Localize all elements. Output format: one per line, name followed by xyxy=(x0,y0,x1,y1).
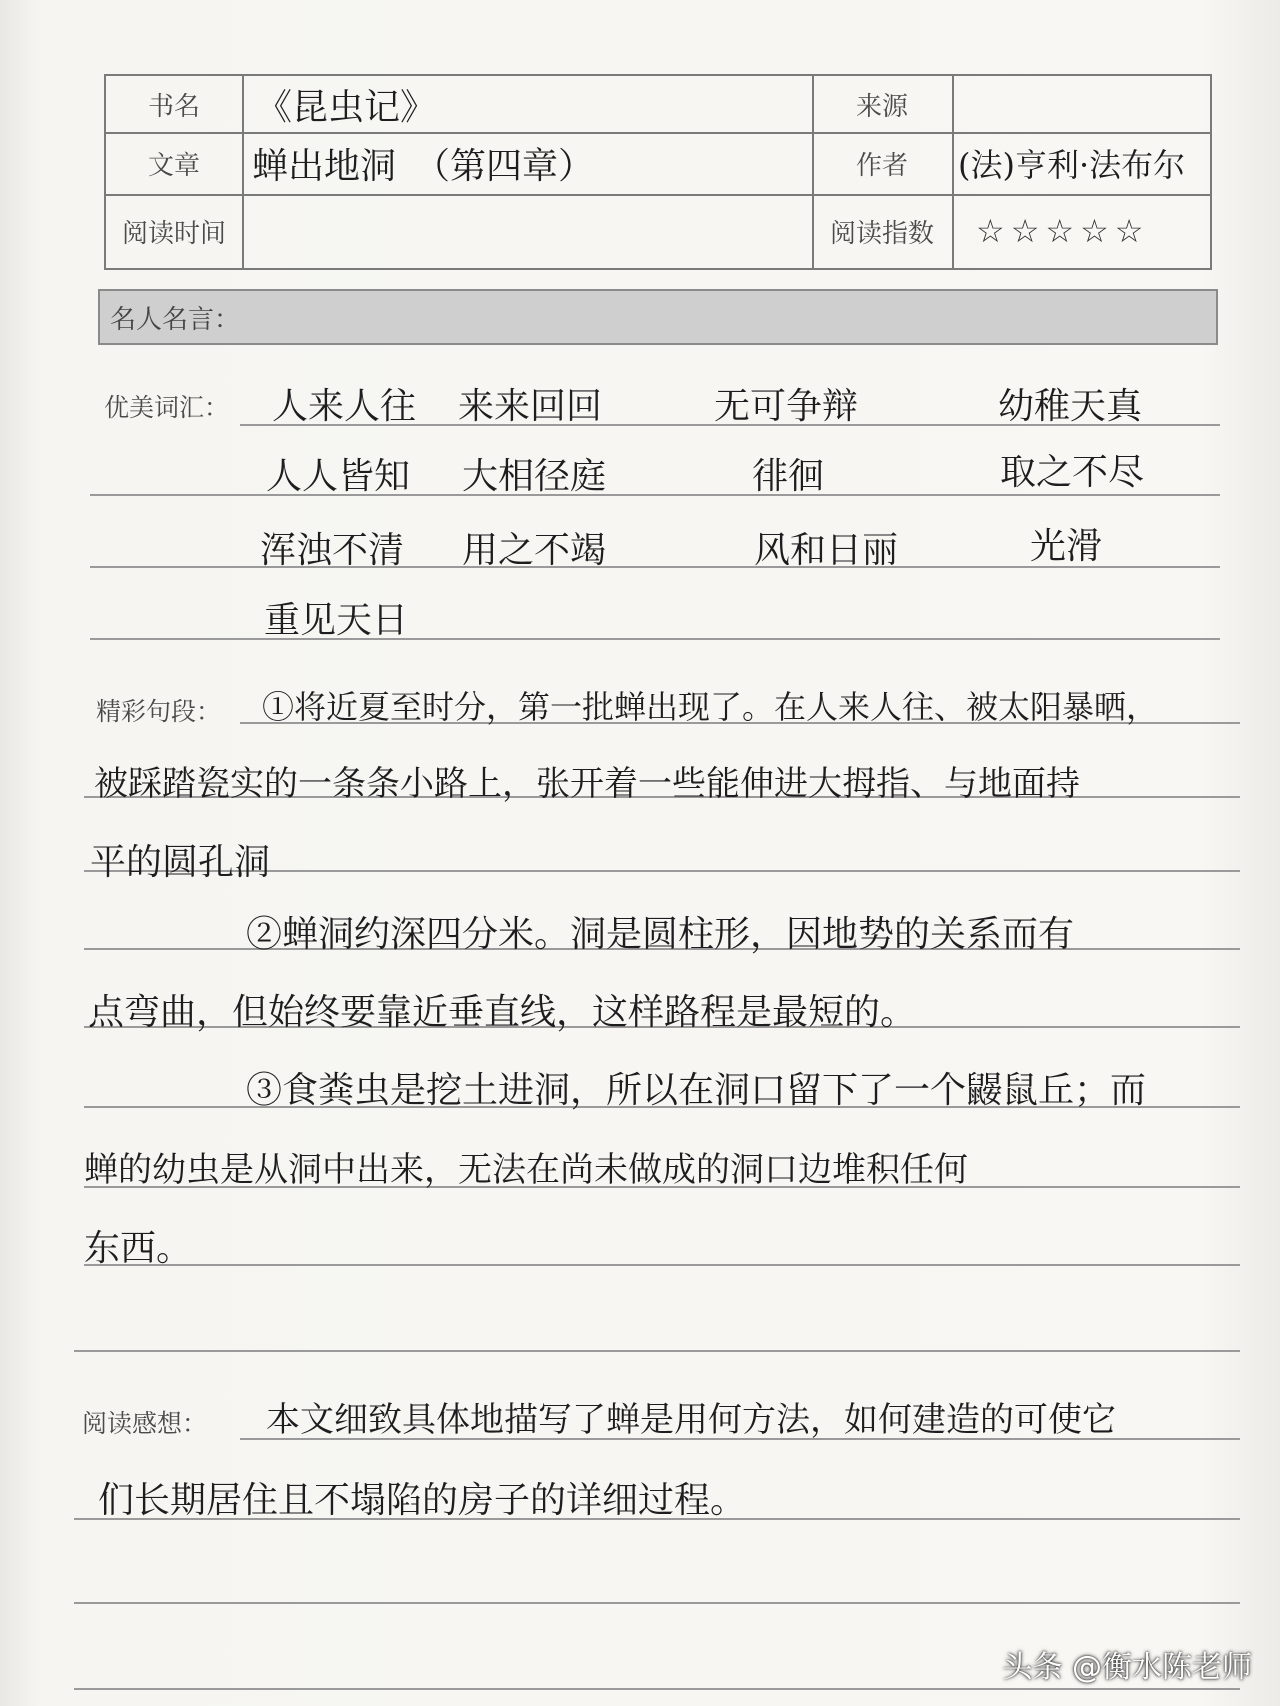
passage-line: ③食粪虫是挖土进洞，所以在洞口留下了一个鼹鼠丘；而 xyxy=(246,1070,1147,1111)
reading-index-stars: ☆☆☆☆☆ xyxy=(976,212,1150,250)
vocab-word: 光滑 xyxy=(1030,526,1103,567)
vocab-word: 取之不尽 xyxy=(1000,452,1145,493)
passage-line: 平的圆孔洞 xyxy=(90,842,271,883)
vocab-word: 幼稚天真 xyxy=(998,386,1143,427)
vocab-label: 优美词汇： xyxy=(104,393,230,422)
vocab-word: 风和日丽 xyxy=(754,530,899,571)
watermark: 头条 @衡水陈老师 xyxy=(1002,1650,1252,1685)
vocab-word: 人来人往 xyxy=(272,386,417,427)
passage-line: ①将近夏至时分，第一批蝉出现了。在人来人往、被太阳暴晒， xyxy=(262,688,1159,726)
passage-line: 蝉的幼虫是从洞中出来，无法在尚未做成的洞口边堆积任何 xyxy=(84,1150,968,1190)
vocab-word: 大相径庭 xyxy=(462,456,607,497)
vocab-word: 来来回回 xyxy=(458,386,603,427)
source-value xyxy=(962,76,1212,132)
source-label: 来源 xyxy=(855,91,908,122)
vocab-word: 重见天日 xyxy=(264,600,409,641)
book-info-table xyxy=(104,74,1212,270)
reflection-label: 阅读感想： xyxy=(82,1409,208,1438)
passage-line: ②蝉洞约深四分米。洞是圆柱形，因地势的关系而有 xyxy=(246,914,1075,955)
passage-line: 点弯曲，但始终要靠近垂直线，这样路程是最短的。 xyxy=(88,992,917,1033)
passage-line: 东西。 xyxy=(84,1228,193,1269)
article-value: 蝉出地洞 （第四章） xyxy=(252,145,595,187)
famous-quote-label: 名人名言： xyxy=(110,304,241,335)
reading-time-value xyxy=(252,194,808,268)
passage-line: 被踩踏瓷实的一条条小路上，张开着一些能伸进大拇指、与地面持 xyxy=(94,764,1080,804)
book-name-value: 《昆虫记》 xyxy=(256,86,437,128)
reflection-line: 们长期居住且不塌陷的房子的详细过程。 xyxy=(98,1480,747,1521)
reading-index-label: 阅读指数 xyxy=(829,218,934,249)
book-name-label: 书名 xyxy=(147,91,200,122)
passages-label: 精彩句段： xyxy=(96,697,222,726)
vocab-word: 浑浊不清 xyxy=(260,530,405,571)
article-label: 文章 xyxy=(147,150,200,181)
vocab-word: 人人皆知 xyxy=(266,456,411,497)
vocab-word: 用之不竭 xyxy=(462,530,607,571)
vocab-word: 无可争辩 xyxy=(714,386,859,427)
author-value: (法)亨利·法布尔 xyxy=(958,146,1186,184)
famous-quote-bar xyxy=(98,289,1218,345)
reflection-line: 本文细致具体地描写了蝉是用何方法，如何建造的可使它 xyxy=(266,1400,1116,1440)
reading-time-label: 阅读时间 xyxy=(121,218,226,249)
author-label: 作者 xyxy=(855,150,908,181)
vocab-word: 徘徊 xyxy=(752,456,825,497)
